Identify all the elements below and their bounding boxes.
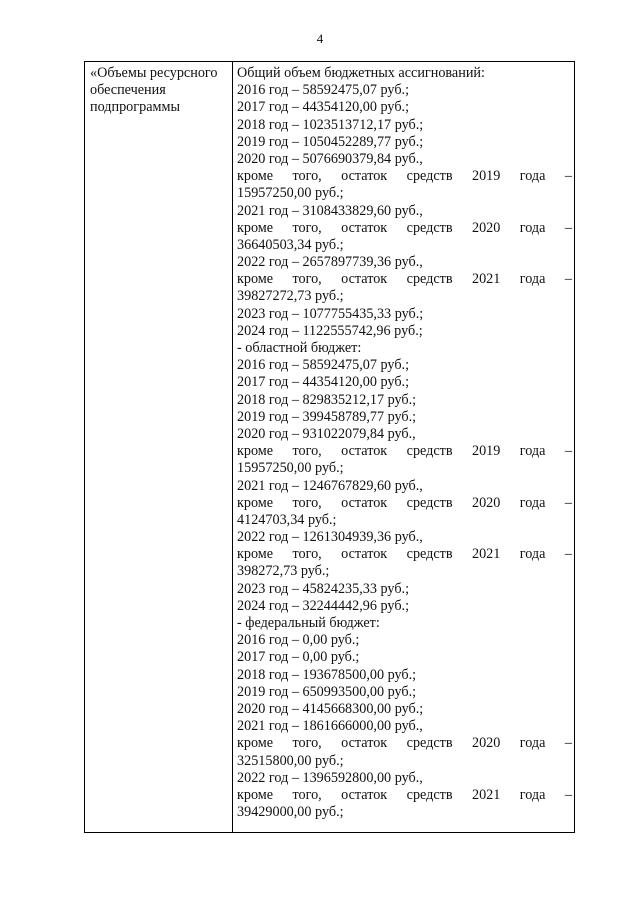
- label-line: подпрограммы: [90, 99, 180, 116]
- remainder-word: 2019: [471, 443, 501, 460]
- remainder-word: 2021: [471, 786, 501, 803]
- budget-line: 2016 год – 58592475,07 руб.;: [237, 82, 410, 99]
- remainder-word: остаток: [341, 443, 388, 460]
- remainder-word: 2020: [471, 219, 501, 236]
- remainder-line: [237, 168, 572, 185]
- budget-line: - федеральный бюджет:: [237, 615, 380, 631]
- remainder-word: кроме: [237, 271, 274, 288]
- remainder-line: [237, 443, 572, 460]
- remainder-word: 2020: [471, 735, 501, 752]
- remainder-word: –: [564, 219, 572, 236]
- budget-line: 2017 год – 44354120,00 руб.;: [237, 99, 410, 116]
- budget-line: 2020 год – 5076690379,84 руб.,: [237, 150, 423, 167]
- remainder-line: [237, 546, 572, 563]
- budget-line: 2024 год – 1122555742,96 руб.;: [237, 322, 423, 339]
- remainder-word: остаток: [341, 786, 388, 803]
- remainder-word: кроме: [237, 219, 274, 236]
- remainder-word: остаток: [341, 546, 388, 563]
- remainder-word: кроме: [237, 494, 274, 511]
- remainder-line: [237, 271, 572, 288]
- remainder-line: [237, 220, 572, 237]
- remainder-word: кроме: [237, 546, 274, 563]
- budget-line: 2019 год – 399458789,77 руб.;: [237, 408, 417, 425]
- remainder-word: года: [519, 546, 546, 563]
- budget-line: Общий объем бюджетных ассигнований:: [237, 65, 485, 81]
- remainder-word: средств: [406, 271, 453, 288]
- remainder-word: –: [564, 443, 572, 460]
- budget-line: 2022 год – 1396592800,00 руб.,: [237, 769, 423, 786]
- remainder-word: –: [564, 735, 572, 752]
- remainder-word: –: [564, 271, 572, 288]
- budget-line: 2024 год – 32244442,96 руб.;: [237, 597, 410, 614]
- budget-line: 2019 год – 650993500,00 руб.;: [237, 683, 417, 700]
- budget-line: - областной бюджет:: [237, 340, 362, 356]
- budget-line: 2017 год – 0,00 руб.;: [237, 649, 360, 666]
- remainder-word: кроме: [237, 735, 274, 752]
- budget-line: 39429000,00 руб.;: [237, 804, 344, 821]
- remainder-word: 2020: [471, 494, 501, 511]
- remainder-word: средств: [406, 443, 453, 460]
- remainder-word: того,: [292, 786, 322, 803]
- budget-line: 4124703,34 руб.;: [237, 511, 337, 528]
- budget-line: 2016 год – 0,00 руб.;: [237, 632, 360, 649]
- remainder-word: средств: [406, 494, 453, 511]
- budget-line: 15957250,00 руб.;: [237, 185, 344, 202]
- budget-line: 2022 год – 1261304939,36 руб.,: [237, 529, 423, 546]
- remainder-line: [237, 735, 572, 752]
- remainder-word: остаток: [341, 494, 388, 511]
- remainder-word: года: [519, 443, 546, 460]
- remainder-word: года: [519, 219, 546, 236]
- budget-line: 39827272,73 руб.;: [237, 288, 344, 305]
- budget-line: 2022 год – 2657897739,36 руб.,: [237, 254, 423, 271]
- budget-line: 2021 год – 1246767829,60 руб.,: [237, 477, 423, 494]
- remainder-word: того,: [292, 219, 322, 236]
- remainder-word: средств: [406, 546, 453, 563]
- remainder-word: –: [564, 546, 572, 563]
- budget-line: 32515800,00 руб.;: [237, 752, 344, 769]
- remainder-word: –: [564, 494, 572, 511]
- budget-line: 2018 год – 1023513712,17 руб.;: [237, 116, 424, 133]
- budget-line: 2019 год – 1050452289,77 руб.;: [237, 133, 424, 150]
- remainder-word: остаток: [341, 219, 388, 236]
- remainder-word: –: [564, 786, 572, 803]
- remainder-word: того,: [292, 271, 322, 288]
- budget-line: 36640503,34 руб.;: [237, 236, 344, 253]
- remainder-line: [237, 787, 572, 804]
- budget-line: 2021 год – 3108433829,60 руб.,: [237, 202, 423, 219]
- remainder-word: остаток: [341, 271, 388, 288]
- remainder-word: средств: [406, 786, 453, 803]
- value-cell: [237, 65, 572, 821]
- remainder-word: 2019: [471, 168, 501, 185]
- page-number: 4: [316, 31, 324, 46]
- label-cell: [90, 65, 230, 117]
- budget-line: 2016 год – 58592475,07 руб.;: [237, 357, 410, 374]
- remainder-word: года: [519, 494, 546, 511]
- budget-line: 2018 год – 193678500,00 руб.;: [237, 666, 417, 683]
- remainder-word: остаток: [341, 168, 388, 185]
- budget-line: 2023 год – 45824235,33 руб.;: [237, 580, 410, 597]
- remainder-word: –: [564, 168, 572, 185]
- label-line: «Объемы ресурсного: [90, 65, 218, 81]
- remainder-word: года: [519, 168, 546, 185]
- remainder-word: остаток: [341, 735, 388, 752]
- remainder-word: 2021: [471, 546, 501, 563]
- remainder-word: того,: [292, 494, 322, 511]
- remainder-word: средств: [406, 168, 453, 185]
- budget-line: 2018 год – 829835212,17 руб.;: [237, 391, 417, 408]
- remainder-word: того,: [292, 546, 322, 563]
- remainder-word: средств: [406, 219, 453, 236]
- remainder-word: года: [519, 786, 546, 803]
- remainder-word: кроме: [237, 168, 274, 185]
- resource-table: [84, 61, 575, 833]
- remainder-word: того,: [292, 168, 322, 185]
- remainder-word: средств: [406, 735, 453, 752]
- remainder-word: года: [519, 735, 546, 752]
- remainder-line: [237, 495, 572, 512]
- remainder-word: кроме: [237, 786, 274, 803]
- budget-line: 15957250,00 руб.;: [237, 460, 344, 477]
- budget-line: 2023 год – 1077755435,33 руб.;: [237, 305, 424, 322]
- column-divider: [232, 62, 233, 832]
- label-line: обеспечения: [90, 82, 166, 99]
- remainder-word: года: [519, 271, 546, 288]
- budget-line: 2020 год – 931022079,84 руб.,: [237, 425, 416, 442]
- remainder-word: того,: [292, 735, 322, 752]
- budget-line: 2021 год – 1861666000,00 руб.,: [237, 718, 423, 735]
- remainder-word: кроме: [237, 443, 274, 460]
- budget-line: 2020 год – 4145668300,00 руб.;: [237, 700, 424, 717]
- remainder-word: 2021: [471, 271, 501, 288]
- budget-line: 398272,73 руб.;: [237, 563, 330, 580]
- remainder-word: того,: [292, 443, 322, 460]
- budget-line: 2017 год – 44354120,00 руб.;: [237, 374, 410, 391]
